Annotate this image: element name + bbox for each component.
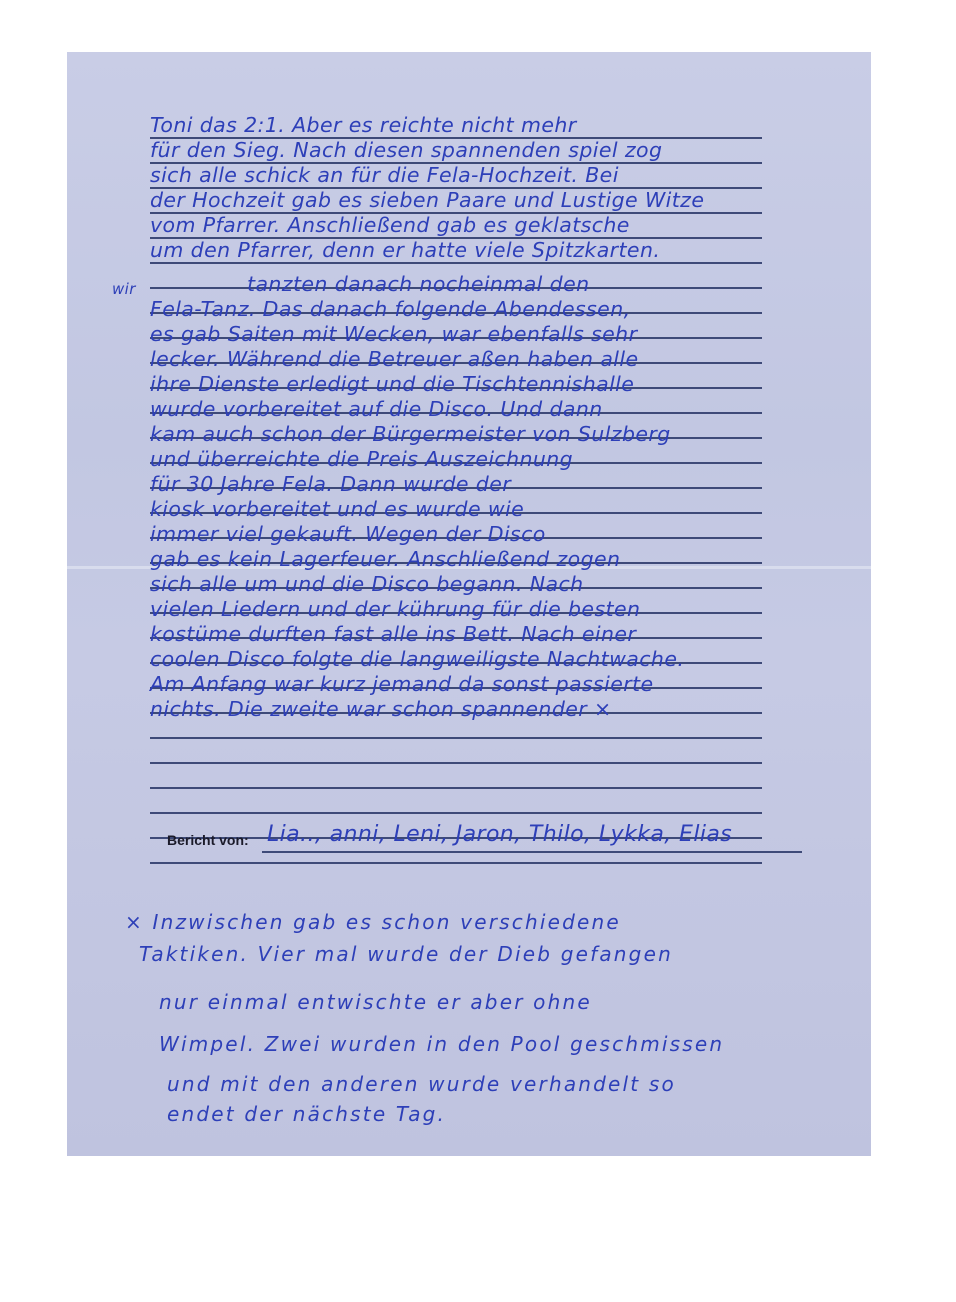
ruled-line [150, 812, 762, 814]
text-line: Fela-Tanz. Das danach folgende Abendessen, [150, 297, 631, 321]
footnote-line: Taktiken. Vier mal wurde der Dieb gefangen [139, 942, 673, 966]
text-line: kam auch schon der Bürgermeister von Sulzberg [150, 422, 671, 446]
text-line: tanzten danach nocheinmal den [247, 272, 590, 296]
text-line: Am Anfang war kurz jemand da sonst passierte [150, 672, 654, 696]
text-line: für 30 Jahre Fela. Dann wurde der [150, 472, 512, 496]
text-line: Toni das 2:1. Aber es reichte nicht mehr [150, 113, 577, 137]
text-line: wurde vorbereitet auf die Disco. Und dann [150, 397, 603, 421]
text-line: ihre Dienste erledigt und die Tischtennishalle [150, 372, 635, 396]
margin-note: wir [112, 280, 136, 298]
text-line: sich alle um und die Disco begann. Nach [150, 572, 584, 596]
ruled-line [150, 737, 762, 739]
ruled-line [150, 262, 762, 264]
text-line: kostüme durften fast alle ins Bett. Nach einer [150, 622, 637, 646]
footnote-line: nur einmal entwischte er aber ohne [159, 990, 592, 1014]
footnote-line: endet der nächste Tag. [167, 1102, 447, 1126]
footnote-line: × Inzwischen gab es schon verschiedene [125, 910, 621, 934]
paper-sheet [67, 52, 871, 1156]
text-line: für den Sieg. Nach diesen spannenden spiel zog [150, 138, 663, 162]
report-authors: Lia.., anni, Leni, Jaron, Thilo, Lykka, Elias [267, 822, 733, 847]
signature-line [262, 851, 802, 853]
text-line: coolen Disco folgte die langweiligste Nachtwache. [150, 647, 685, 671]
text-line: kiosk vorbereitet und es wurde wie [150, 497, 525, 521]
footnote-line: Wimpel. Zwei wurden in den Pool geschmissen [159, 1032, 725, 1056]
footnote-line: und mit den anderen wurde verhandelt so [167, 1072, 676, 1096]
text-line: immer viel gekauft. Wegen der Disco [150, 522, 546, 546]
text-line: gab es kein Lagerfeuer. Anschließend zogen [150, 547, 621, 571]
text-line: der Hochzeit gab es sieben Paare und Lustige Witze [150, 188, 705, 212]
text-line: nichts. Die zweite war schon spannender × [150, 697, 612, 721]
text-line: vielen Liedern und der kührung für die besten [150, 597, 641, 621]
ruled-line [150, 862, 762, 864]
ruled-line [150, 762, 762, 764]
ruled-line [150, 787, 762, 789]
text-line: es gab Saiten mit Wecken, war ebenfalls sehr [150, 322, 638, 346]
text-line: und überreichte die Preis Auszeichnung [150, 447, 574, 471]
text-line: lecker. Während die Betreuer aßen haben alle [150, 347, 639, 371]
text-line: sich alle schick an für die Fela-Hochzeit. Bei [150, 163, 619, 187]
text-line: um den Pfarrer, denn er hatte viele Spitzkarten. [150, 238, 661, 262]
report-label: Bericht von: [167, 832, 249, 848]
text-line: vom Pfarrer. Anschließend gab es geklatsche [150, 213, 630, 237]
